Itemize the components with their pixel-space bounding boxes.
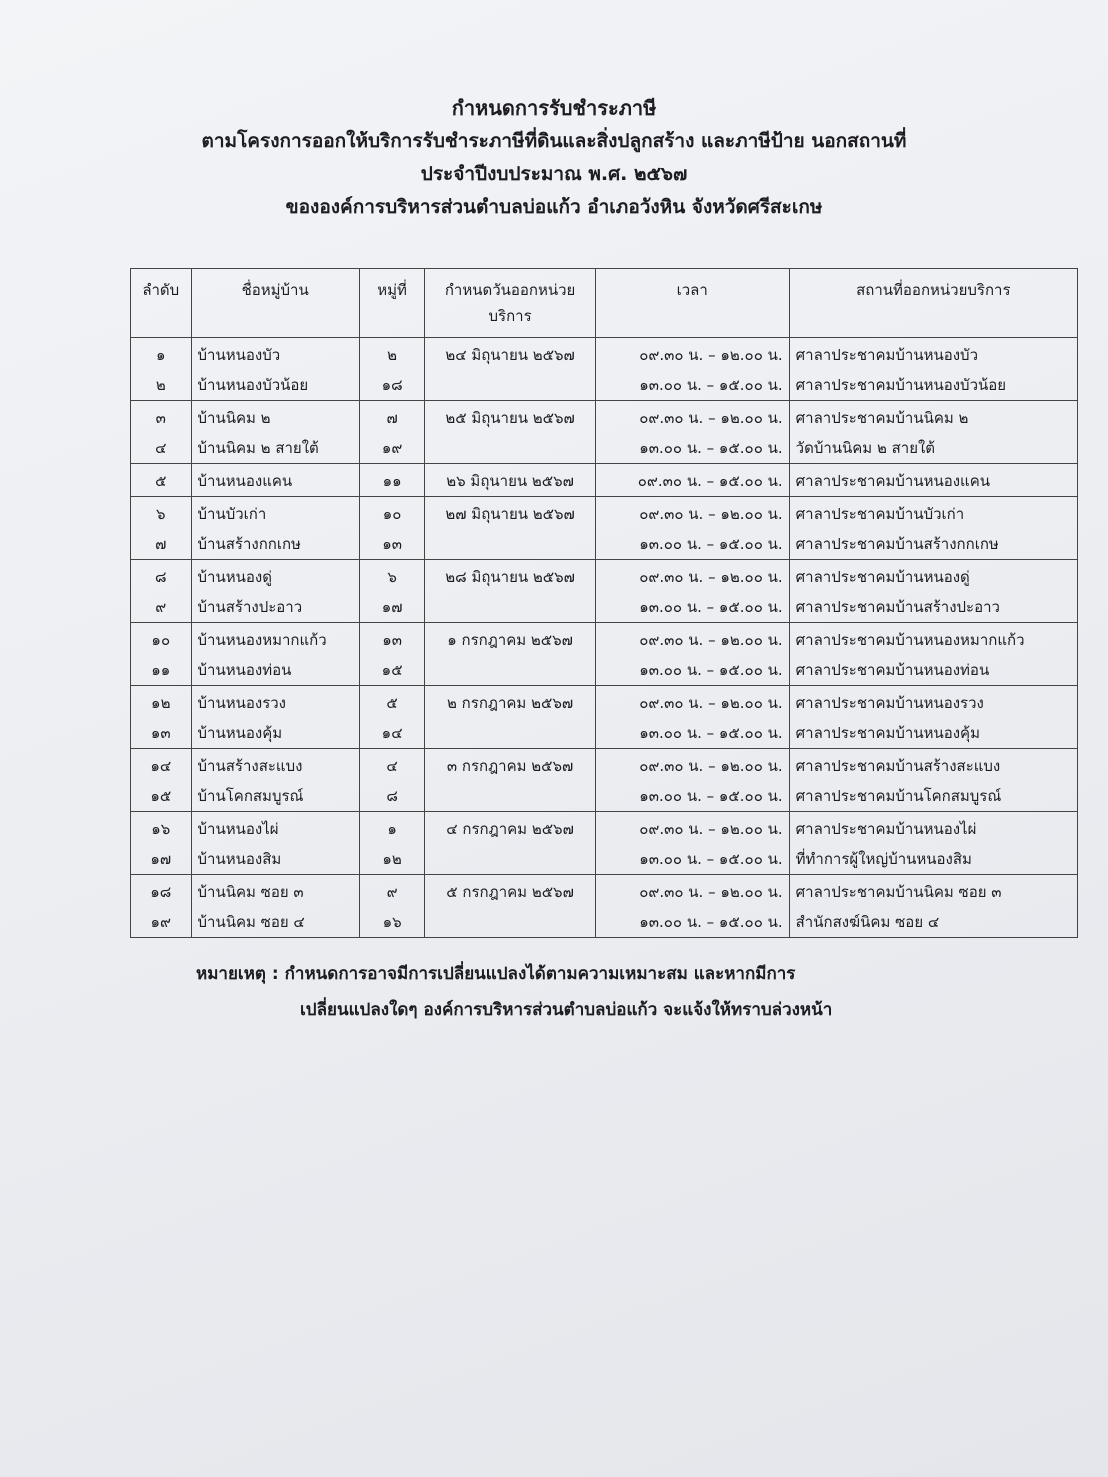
cell-date: [425, 338, 595, 401]
cell-time-text: ๐๙.๓๐ น. – ๑๒.๐๐ น.: [639, 757, 783, 775]
schedule-table: [130, 268, 1078, 938]
footnote-line-2: เปลี่ยนแปลงใดๆ องค์การบริหารส่วนตำบลบ่อแก้ว จะแจ้งให้ทราบล่วงหน้า: [300, 1000, 833, 1020]
cell-place-text: ศาลาประชาคมบ้านสร้างสะแบง: [795, 757, 1001, 775]
cell-date-text: ๑ กรกฎาคม ๒๕๖๗: [447, 631, 573, 649]
document-subtitle-year: ประจำปีงบประมาณ พ.ศ. ๒๕๖๗: [420, 163, 688, 185]
footnote-line-1: หมายเหตุ : กำหนดการอาจมีการเปลี่ยนแปลงได้ตามความเหมาะสม และหากมีการ: [196, 964, 796, 984]
cell-moo-text: ๒: [387, 346, 398, 364]
cell-moo: [359, 749, 425, 812]
cell-place: [789, 812, 1077, 875]
cell-place: [789, 623, 1077, 686]
cell-time: [595, 497, 789, 560]
cell-time-text: ๑๓.๐๐ น. – ๑๕.๐๐ น.: [639, 850, 783, 868]
cell-time-text: ๐๙.๓๐ น. – ๑๒.๐๐ น.: [639, 631, 783, 649]
table-row: [131, 812, 1078, 875]
cell-time: [595, 623, 789, 686]
cell-place: [789, 464, 1077, 497]
cell-time-text: ๐๙.๓๐ น. – ๑๒.๐๐ น.: [639, 505, 783, 523]
cell-date-text: ๒๖ มิถุนายน ๒๕๖๗: [446, 472, 574, 490]
cell-place: [789, 401, 1077, 464]
cell-place: [789, 749, 1077, 812]
cell-no-text: ๑: [156, 346, 166, 364]
cell-no: [131, 497, 192, 560]
cell-moo-text: ๑๕: [381, 661, 403, 679]
column-header-time: เวลา: [595, 269, 789, 338]
footnote: [196, 956, 1056, 1028]
cell-moo-text: ๕: [386, 694, 398, 712]
cell-no-text: ๑๗: [150, 850, 172, 868]
cell-place-text: ศาลาประชาคมบ้านบัวเก่า: [795, 505, 965, 523]
table-row: [131, 401, 1078, 464]
cell-time: [595, 749, 789, 812]
cell-no: [131, 560, 192, 623]
column-header-date: [425, 269, 595, 338]
cell-no: [131, 875, 192, 938]
cell-village: [191, 875, 359, 938]
cell-village: [191, 686, 359, 749]
cell-place: [789, 560, 1077, 623]
cell-village-text: บ้านนิคม ซอย ๔: [197, 913, 305, 931]
cell-no-text: ๗: [155, 535, 167, 553]
column-header-no: ลำดับ: [131, 269, 192, 338]
cell-time: [595, 401, 789, 464]
cell-moo-text: ๑๖: [382, 913, 402, 931]
cell-moo-text: ๗: [386, 409, 398, 427]
cell-time-text: ๑๓.๐๐ น. – ๑๕.๐๐ น.: [639, 913, 783, 931]
cell-place-text: ศาลาประชาคมบ้านนิคม ๒: [795, 409, 969, 427]
cell-date: [425, 464, 595, 497]
cell-place: [789, 875, 1077, 938]
cell-no-text: ๕: [155, 472, 167, 490]
column-header-date-line1: กำหนดวันออกหน่วย: [444, 281, 576, 299]
cell-village-text: บ้านหนองคุ้ม: [197, 724, 283, 742]
cell-no-text: ๑๑: [151, 661, 171, 679]
cell-village-text: บ้านสร้างกกเกษ: [197, 535, 301, 553]
table-row: [131, 749, 1078, 812]
cell-village-text: บ้านนิคม ๒: [197, 409, 271, 427]
cell-time: [595, 875, 789, 938]
cell-moo-text: ๖: [387, 568, 397, 586]
cell-place-text: ศาลาประชาคมบ้านโคกสมบูรณ์: [795, 787, 1002, 805]
column-header-village: ชื่อหมู่บ้าน: [191, 269, 359, 338]
column-header-date-line2: บริการ: [488, 307, 532, 325]
cell-place-text: ศาลาประชาคมบ้านสร้างปะอาว: [795, 598, 1000, 616]
cell-place-text: ที่ทำการผู้ใหญ่บ้านหนองสิม: [795, 850, 972, 868]
cell-no-text: ๑๙: [150, 913, 172, 931]
cell-moo: [359, 686, 425, 749]
cell-moo: [359, 560, 425, 623]
cell-village: [191, 464, 359, 497]
cell-time-text: ๐๙.๓๐ น. – ๑๕.๐๐ น.: [637, 472, 783, 490]
cell-village: [191, 749, 359, 812]
cell-no: [131, 623, 192, 686]
cell-village-text: บ้านบัวเก่า: [197, 505, 267, 523]
cell-moo-text: ๙: [386, 883, 398, 901]
cell-no-text: ๑๖: [151, 820, 171, 838]
cell-time-text: ๑๓.๐๐ น. – ๑๕.๐๐ น.: [639, 439, 783, 457]
cell-time: [595, 560, 789, 623]
cell-no-text: ๒: [155, 376, 166, 394]
cell-moo: [359, 623, 425, 686]
cell-moo-text: ๑๒: [382, 850, 402, 868]
cell-time-text: ๐๙.๓๐ น. – ๑๒.๐๐ น.: [639, 568, 783, 586]
cell-date-text: ๒๔ มิถุนายน ๒๕๖๗: [445, 346, 575, 364]
cell-village-text: บ้านหนองหมากแก้ว: [197, 631, 327, 649]
cell-time-text: ๑๓.๐๐ น. – ๑๕.๐๐ น.: [639, 535, 783, 553]
cell-place: [789, 338, 1077, 401]
cell-village-text: บ้านหนองสิม: [197, 850, 282, 868]
table-row: [131, 560, 1078, 623]
table-row: [131, 338, 1078, 401]
cell-village: [191, 560, 359, 623]
cell-no-text: ๖: [156, 505, 166, 523]
cell-place-text: ศาลาประชาคมบ้านหนองแคน: [795, 472, 991, 490]
table-row: [131, 464, 1078, 497]
cell-time-text: ๐๙.๓๐ น. – ๑๒.๐๐ น.: [639, 694, 783, 712]
cell-no: [131, 749, 192, 812]
document-title: กำหนดการรับชำระภาษี: [451, 96, 657, 120]
cell-place: [789, 686, 1077, 749]
cell-moo-text: ๑๑: [382, 472, 402, 490]
cell-place-text: ศาลาประชาคมบ้านนิคม ซอย ๓: [795, 883, 1002, 901]
cell-place-text: วัดบ้านนิคม ๒ สายใต้: [795, 439, 936, 457]
table-row: [131, 686, 1078, 749]
cell-date: [425, 686, 595, 749]
cell-village: [191, 338, 359, 401]
cell-village-text: บ้านหนองบัวน้อย: [197, 376, 309, 394]
cell-no: [131, 686, 192, 749]
cell-no: [131, 464, 192, 497]
cell-time-text: ๑๓.๐๐ น. – ๑๕.๐๐ น.: [639, 787, 783, 805]
document-subtitle-organization: ขององค์การบริหารส่วนตำบลบ่อแก้ว อำเภอวังหิน จังหวัดศรีสะเกษ: [285, 196, 823, 218]
cell-village-text: บ้านหนองไผ่: [197, 820, 279, 838]
cell-no-text: ๑๐: [151, 631, 171, 649]
cell-moo-text: ๑๓: [382, 535, 402, 553]
cell-no-text: ๓: [155, 409, 166, 427]
cell-time-text: ๐๙.๓๐ น. – ๑๒.๐๐ น.: [639, 820, 783, 838]
document-subtitle-project: ตามโครงการออกให้บริการรับชำระภาษีที่ดินและสิ่งปลูกสร้าง และภาษีป้าย นอกสถานที่: [201, 130, 907, 152]
cell-village-text: บ้านสร้างสะแบง: [197, 757, 303, 775]
cell-date: [425, 623, 595, 686]
cell-date: [425, 812, 595, 875]
cell-moo: [359, 401, 425, 464]
cell-moo-text: ๔: [386, 757, 398, 775]
cell-no: [131, 812, 192, 875]
cell-place-text: ศาลาประชาคมบ้านหนองรวง: [795, 694, 984, 712]
cell-time-text: ๐๙.๓๐ น. – ๑๒.๐๐ น.: [639, 409, 783, 427]
cell-date-text: ๒๕ มิถุนายน ๒๕๖๗: [445, 409, 575, 427]
table-row: [131, 623, 1078, 686]
cell-place-text: ศาลาประชาคมบ้านหนองบัวน้อย: [795, 376, 1007, 394]
cell-village-text: บ้านหนองบัว: [197, 346, 281, 364]
cell-moo-text: ๑๘: [381, 376, 403, 394]
cell-moo-text: ๑๗: [381, 598, 403, 616]
cell-place-text: ศาลาประชาคมบ้านหนองท่อน: [795, 661, 990, 679]
cell-moo-text: ๑: [387, 820, 397, 838]
cell-moo: [359, 497, 425, 560]
cell-time-text: ๑๓.๐๐ น. – ๑๕.๐๐ น.: [639, 661, 783, 679]
cell-village-text: บ้านสร้างปะอาว: [197, 598, 303, 616]
cell-no-text: ๑๒: [151, 694, 171, 712]
cell-place: [789, 497, 1077, 560]
cell-moo: [359, 812, 425, 875]
cell-date-text: ๕ กรกฎาคม ๒๕๖๗: [446, 883, 574, 901]
cell-village-text: บ้านนิคม ซอย ๓: [197, 883, 304, 901]
cell-moo: [359, 464, 425, 497]
cell-date: [425, 560, 595, 623]
cell-date: [425, 875, 595, 938]
document-header: [0, 92, 1108, 224]
cell-time-text: ๑๓.๐๐ น. – ๑๕.๐๐ น.: [639, 724, 783, 742]
cell-village-text: บ้านหนองแคน: [197, 472, 293, 490]
cell-place-text: ศาลาประชาคมบ้านหนองคุ้ม: [795, 724, 980, 742]
cell-no-text: ๑๓: [150, 724, 171, 742]
cell-village-text: บ้านนิคม ๒ สายใต้: [197, 439, 319, 457]
cell-time: [595, 812, 789, 875]
cell-no-text: ๑๕: [150, 787, 172, 805]
cell-moo: [359, 338, 425, 401]
cell-village-text: บ้านหนองรวง: [197, 694, 287, 712]
cell-place-text: ศาลาประชาคมบ้านหนองหมากแก้ว: [795, 631, 1025, 649]
table-row: [131, 875, 1078, 938]
cell-no-text: ๙: [155, 598, 167, 616]
cell-village: [191, 401, 359, 464]
cell-time: [595, 338, 789, 401]
cell-village-text: บ้านหนองดู่: [197, 568, 272, 586]
cell-time-text: ๑๓.๐๐ น. – ๑๕.๐๐ น.: [639, 598, 783, 616]
cell-place-text: ศาลาประชาคมบ้านหนองบัว: [795, 346, 978, 364]
cell-village: [191, 812, 359, 875]
cell-place-text: สำนักสงฆ์นิคม ซอย ๔: [795, 913, 940, 931]
cell-village: [191, 497, 359, 560]
cell-time: [595, 464, 789, 497]
cell-time-text: ๐๙.๓๐ น. – ๑๒.๐๐ น.: [639, 346, 783, 364]
cell-village-text: บ้านหนองท่อน: [197, 661, 292, 679]
cell-date: [425, 497, 595, 560]
table-row: [131, 497, 1078, 560]
cell-moo-text: ๑๓: [382, 631, 402, 649]
cell-time-text: ๐๙.๓๐ น. – ๑๒.๐๐ น.: [639, 883, 783, 901]
cell-date-text: ๓ กรกฎาคม ๒๕๖๗: [446, 757, 574, 775]
cell-time: [595, 686, 789, 749]
cell-no-text: ๑๔: [150, 757, 172, 775]
cell-date-text: ๒๘ มิถุนายน ๒๕๖๗: [445, 568, 575, 586]
cell-moo-text: ๑๔: [381, 724, 403, 742]
cell-date: [425, 401, 595, 464]
cell-time-text: ๑๓.๐๐ น. – ๑๕.๐๐ น.: [639, 376, 783, 394]
column-header-place: สถานที่ออกหน่วยบริการ: [789, 269, 1077, 338]
cell-moo: [359, 875, 425, 938]
cell-no-text: ๔: [155, 439, 167, 457]
cell-no-text: ๑๘: [150, 883, 172, 901]
table-header-row: [131, 269, 1078, 338]
cell-no: [131, 338, 192, 401]
cell-moo-text: ๑๐: [382, 505, 402, 523]
cell-date: [425, 749, 595, 812]
cell-date-text: ๒ กรกฎาคม ๒๕๖๗: [447, 694, 574, 712]
cell-place-text: ศาลาประชาคมบ้านหนองดู่: [795, 568, 970, 586]
cell-village: [191, 623, 359, 686]
cell-moo-text: ๑๙: [381, 439, 403, 457]
column-header-moo: หมู่ที่: [359, 269, 425, 338]
cell-date-text: ๒๗ มิถุนายน ๒๕๖๗: [445, 505, 575, 523]
cell-village-text: บ้านโคกสมบูรณ์: [197, 787, 304, 805]
cell-no: [131, 401, 192, 464]
cell-no-text: ๘: [154, 568, 167, 586]
cell-date-text: ๔ กรกฎาคม ๒๕๖๗: [446, 820, 574, 838]
cell-place-text: ศาลาประชาคมบ้านหนองไผ่: [795, 820, 977, 838]
cell-place-text: ศาลาประชาคมบ้านสร้างกกเกษ: [795, 535, 999, 553]
cell-moo-text: ๘: [386, 787, 398, 805]
